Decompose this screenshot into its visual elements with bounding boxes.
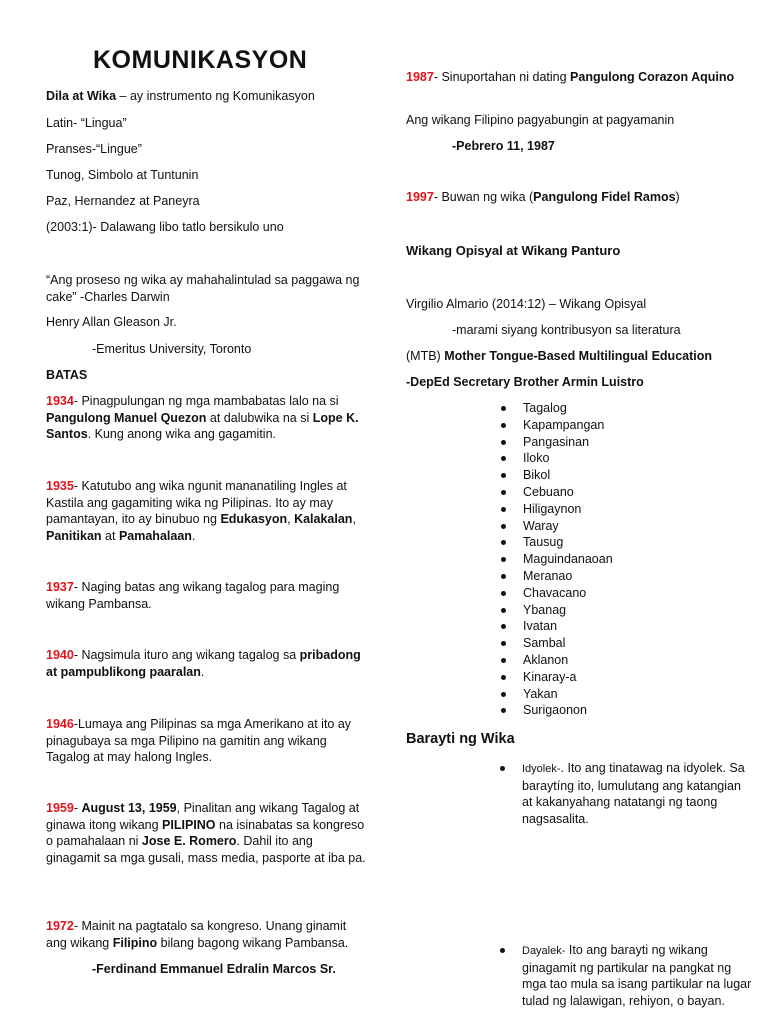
event-bold: Jose E. Romero (141, 834, 237, 848)
event-text: . (191, 528, 196, 543)
event-bold: Filipino (112, 935, 158, 950)
page-title: KOMUNIKASYON (93, 46, 308, 74)
event-text: - Naging batas ang wikang tagalog para maging wikang Pambansa. (46, 580, 340, 611)
event-year: 1972 (46, 919, 74, 933)
language-item: Chavacano (501, 585, 736, 602)
language-item: Ivatan (501, 618, 736, 635)
language-item: Tagalog (501, 400, 736, 417)
event-text: . Dahil ito ang ginagamit sa mga gusali, mass media, pasporte at iba pa. (46, 834, 366, 865)
idyolek-item (500, 760, 752, 827)
language-list (501, 400, 736, 719)
emeritus-line: -Emeritus University, Toronto (92, 342, 252, 356)
event-year: 1940 (46, 648, 74, 662)
event-bold: Pangulong Fidel Ramos (533, 190, 676, 204)
language-item: Kapampangan (501, 417, 736, 434)
event-text: - Katutubo ang wika ngunit mananatiling Ingles at Kastila ang gagamiting wika ng Pilipinas. Ito ay may pamantayan, ito ay binubuo ng (46, 479, 347, 526)
tunog-line: Tunog, Simbolo at Tuntunin (46, 168, 199, 182)
event-1987 (406, 69, 736, 86)
event-1937 (46, 579, 366, 612)
intro-line (46, 88, 366, 105)
event-bold: PILIPINO (162, 817, 216, 832)
language-item: Pangasinan (501, 434, 736, 451)
language-item: Iloko (501, 450, 736, 467)
language-item: Tausug (501, 534, 736, 551)
mtb-line (406, 348, 736, 365)
event-text: - Buwan ng wika ( (433, 190, 534, 204)
event-text: - Mainit na pagtatalo sa kongreso. Unang ginamit ang wikang (46, 919, 347, 950)
event-year: 1935 (46, 479, 74, 493)
event-bold: Kalakalan (294, 512, 353, 526)
language-item: Cebuano (501, 484, 736, 501)
event-1940 (46, 647, 366, 680)
event-text: - Sinuportahan ni dating (433, 70, 571, 84)
paz-line: Paz, Hernandez at Paneyra (46, 194, 200, 208)
event-text: - Pinagpulungan ng mga mambabatas lalo na si (73, 394, 339, 408)
event-year: 1934 (46, 394, 74, 408)
event-1935 (46, 478, 366, 544)
intro-term: Dila at Wika (46, 89, 117, 103)
event-1934 (46, 393, 366, 443)
event-bold: August 13, 1959 (81, 801, 177, 815)
event-text: , Pinalitan ang wikang Tagalog at ginawa itong wikang (46, 801, 360, 832)
language-item: Bikol (501, 467, 736, 484)
language-item: Aklanon (501, 652, 736, 669)
event-text: - Nagsimula ituro ang wikang tagalog sa (73, 648, 300, 662)
event-text: na isinabatas sa kongreso o pamahalaan ni (46, 817, 365, 848)
intro-rest: – ay instrumento ng Komunikasyon (116, 89, 315, 103)
bullet-icon (500, 948, 505, 953)
event-1946 (46, 716, 366, 766)
idyolek-term: Idyolek- (522, 763, 561, 775)
event-text: at (101, 528, 119, 543)
event-bold: Panitikan (46, 528, 102, 543)
heading-barayti: Barayti ng Wika (406, 731, 515, 747)
language-item: Hiligaynon (501, 501, 736, 518)
event-bold: Edukasyon (220, 512, 288, 526)
mtb-full: Mother Tongue-Based Multilingual Education (444, 349, 713, 363)
event-year: 1959 (46, 801, 74, 815)
language-item: Ybanag (501, 602, 736, 619)
event-bold: Pamahalaan (118, 528, 192, 543)
event-bold: Pangulong Manuel Quezon (46, 410, 207, 425)
deped-line: -DepEd Secretary Brother Armin Luistro (406, 375, 644, 389)
event-1997 (406, 189, 736, 206)
event-text: ) (675, 190, 680, 204)
event-bold: Pangulong Corazon Aquino (570, 70, 735, 84)
kontribusyon-line: -marami siyang kontribusyon sa literatura (452, 323, 681, 337)
event-text: - (73, 801, 82, 815)
language-item: Waray (501, 518, 736, 535)
batas-heading: BATAS (46, 368, 88, 382)
right-column (406, 0, 752, 1008)
event-1959 (46, 800, 366, 866)
marcos-line: -Ferdinand Emmanuel Edralin Marcos Sr. (92, 962, 336, 976)
dayalek-term: Dayalek- (522, 945, 566, 957)
language-item: Yakan (501, 686, 736, 703)
dayalek-item (500, 942, 752, 1009)
event-text: at dalubwika na si (206, 410, 313, 425)
darwin-quote: “Ang proseso ng wika ay mahahalintulad sa paggawa ng cake” -Charles Darwin (46, 273, 360, 304)
gleason-line: Henry Allan Gleason Jr. (46, 315, 177, 329)
language-item: Kinaray-a (501, 669, 736, 686)
bullet-icon (500, 766, 505, 771)
almario-line: Virgilio Almario (2014:12) – Wikang Opisyal (406, 297, 647, 311)
event-text: . Kung anong wika ang gagamitin. (87, 427, 277, 441)
language-item: Sambal (501, 635, 736, 652)
pagyabungin-line: Ang wikang Filipino pagyabungin at pagyamanin (406, 113, 675, 127)
pranses-line: Pranses-“Lingue” (46, 142, 142, 156)
year-2003-line: (2003:1)- Dalawang libo tatlo bersikulo uno (46, 220, 284, 234)
event-1972 (46, 918, 366, 951)
event-text: , (287, 512, 295, 526)
event-bold: pribadong at pampublikong paaralan (46, 648, 361, 679)
event-bold: Lope K. Santos (46, 410, 359, 441)
event-year: 1937 (46, 580, 74, 594)
idyolek-text: . Ito ang tinatawag na idyolek. Sa baraytíng ito, lumulutang ang katangian at kakanyahang natatangi ng taong nagsasalita. (522, 761, 745, 826)
event-text: , (352, 512, 356, 526)
event-text: bilang bagong wikang Pambansa. (157, 935, 349, 950)
heading-wikang-opisyal: Wikang Opisyal at Wikang Panturo (406, 243, 621, 258)
event-year: 1997 (406, 190, 434, 204)
language-item: Maguindanaoan (501, 551, 736, 568)
event-text: -Lumaya ang Pilipinas sa mga Amerikano at ito ay pinagubaya sa mga Pilipino na gamitin ang wikang Tagalog at may halong Ingles. (46, 717, 352, 764)
language-item: Surigaonon (501, 702, 736, 719)
event-year: 1946 (46, 717, 74, 731)
pebrero-line: -Pebrero 11, 1987 (452, 139, 555, 153)
event-year: 1987 (406, 70, 434, 84)
mtb-abbr: (MTB) (406, 349, 445, 363)
latin-line: Latin- “Lingua” (46, 116, 127, 130)
dayalek-text: Ito ang barayti ng wikang ginagamit ng partikular na pangkat ng mga tao mula sa isang partikular na lugar tulad ng lalawigan, rehiyon, o bayan. (522, 943, 752, 1008)
event-text: . (200, 664, 205, 679)
language-item: Meranao (501, 568, 736, 585)
